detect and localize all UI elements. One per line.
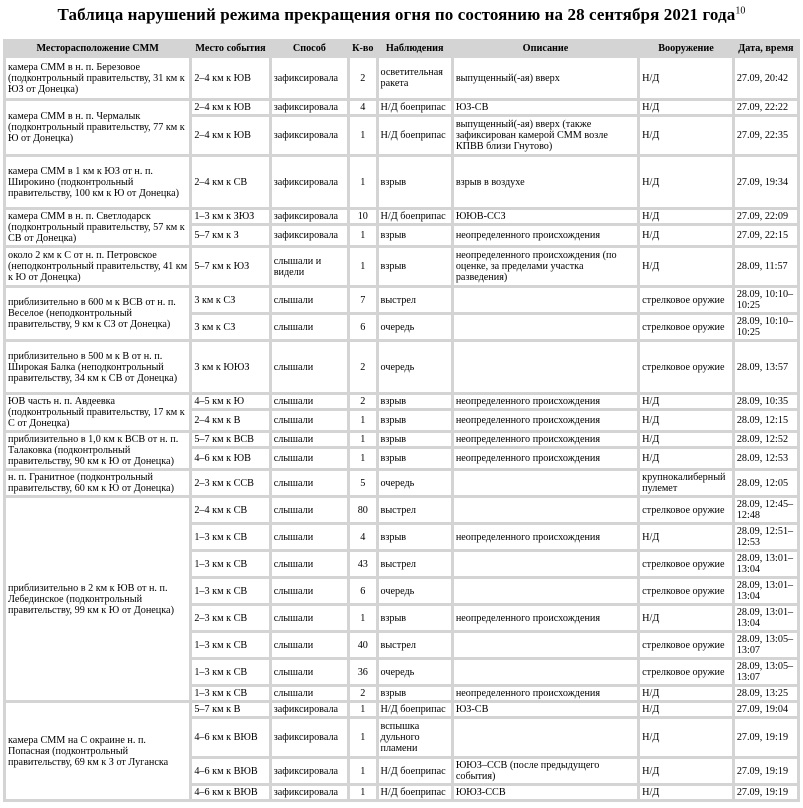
observation-cell: взрыв bbox=[379, 395, 451, 408]
datetime-cell: 28.09, 13:25 bbox=[735, 687, 797, 700]
observation-cell: выстрел bbox=[379, 498, 451, 522]
weapon-cell: стрелковое оружие bbox=[640, 342, 732, 392]
header-count: К-во bbox=[350, 42, 375, 55]
weapon-cell: Н/Д bbox=[640, 719, 732, 756]
table-row bbox=[6, 157, 797, 207]
datetime-cell: 27.09, 22:09 bbox=[735, 210, 797, 223]
observation-cell: Н/Д боеприпас bbox=[379, 101, 451, 114]
page-title bbox=[0, 0, 803, 39]
smm-location-cell: приблизительно в 600 м к ВСВ от н. п. Веселое (неподконтрольный правительству, 9 км к СЗ от Донецка) bbox=[6, 288, 189, 339]
count-cell: 2 bbox=[350, 58, 375, 98]
weapon-cell: Н/Д bbox=[640, 786, 732, 799]
method-cell: слышали bbox=[272, 552, 347, 576]
weapon-cell: Н/Д bbox=[640, 703, 732, 716]
datetime-cell: 28.09, 12:45–12:48 bbox=[735, 498, 797, 522]
description-cell: взрыв в воздухе bbox=[454, 157, 637, 207]
datetime-cell: 27.09, 19:19 bbox=[735, 786, 797, 799]
weapon-cell: стрелковое оружие bbox=[640, 579, 732, 603]
event-place-cell: 3 км к СЗ bbox=[192, 288, 268, 312]
observation-cell: выстрел bbox=[379, 552, 451, 576]
weapon-cell: Н/Д bbox=[640, 226, 732, 245]
count-cell: 1 bbox=[350, 449, 375, 468]
weapon-cell: стрелковое оружие bbox=[640, 552, 732, 576]
smm-location-cell: н. п. Гранитное (подконтрольный правительству, 60 км к Ю от Донецка) bbox=[6, 471, 189, 495]
datetime-cell: 27.09, 22:15 bbox=[735, 226, 797, 245]
event-place-cell: 5–7 км к В bbox=[192, 703, 268, 716]
title-text: Таблица нарушений режима прекращения огня по состоянию на 28 сентября 2021 года bbox=[57, 5, 736, 24]
event-place-cell: 4–6 км к ВЮВ bbox=[192, 719, 268, 756]
observation-cell: осветительная ракета bbox=[379, 58, 451, 98]
description-cell bbox=[454, 633, 637, 657]
method-cell: слышали bbox=[272, 606, 347, 630]
datetime-cell: 28.09, 12:53 bbox=[735, 449, 797, 468]
count-cell: 4 bbox=[350, 101, 375, 114]
event-place-cell: 2–4 км к ЮВ bbox=[192, 101, 268, 114]
method-cell: зафиксировала bbox=[272, 58, 347, 98]
smm-location-cell: камера СММ в н. п. Березовое (подконтрольный правительству, 31 км к ЮЗ от Донецка) bbox=[6, 58, 189, 98]
event-place-cell: 2–4 км к ЮВ bbox=[192, 58, 268, 98]
observation-cell: взрыв bbox=[379, 606, 451, 630]
observation-cell: взрыв bbox=[379, 226, 451, 245]
event-place-cell: 1–3 км к СВ bbox=[192, 579, 268, 603]
weapon-cell: Н/Д bbox=[640, 210, 732, 223]
method-cell: слышали bbox=[272, 342, 347, 392]
description-cell bbox=[454, 315, 637, 339]
event-place-cell: 5–7 км к З bbox=[192, 226, 268, 245]
event-place-cell: 3 км к СЗ bbox=[192, 315, 268, 339]
event-place-cell: 3 км к ЮЮЗ bbox=[192, 342, 268, 392]
description-cell: ЮЗ-СВ bbox=[454, 101, 637, 114]
observation-cell: взрыв bbox=[379, 525, 451, 549]
event-place-cell: 4–6 км к ЮВ bbox=[192, 449, 268, 468]
event-place-cell: 4–6 км к ВЮВ bbox=[192, 759, 268, 783]
datetime-cell: 28.09, 10:10–10:25 bbox=[735, 315, 797, 339]
datetime-cell: 28.09, 13:01–13:04 bbox=[735, 579, 797, 603]
observation-cell: взрыв bbox=[379, 157, 451, 207]
count-cell: 2 bbox=[350, 342, 375, 392]
method-cell: зафиксировала bbox=[272, 226, 347, 245]
count-cell: 1 bbox=[350, 606, 375, 630]
smm-location-cell: камера СММ на С окраине н. п. Попасная (подконтрольный правительству, 69 км к З от Луганска bbox=[6, 703, 189, 799]
datetime-cell: 28.09, 13:05–13:07 bbox=[735, 660, 797, 684]
datetime-cell: 28.09, 12:52 bbox=[735, 433, 797, 446]
table-row bbox=[6, 471, 797, 495]
count-cell: 1 bbox=[350, 719, 375, 756]
weapon-cell: стрелковое оружие bbox=[640, 315, 732, 339]
count-cell: 1 bbox=[350, 117, 375, 154]
count-cell: 1 bbox=[350, 759, 375, 783]
event-place-cell: 2–4 км к СВ bbox=[192, 498, 268, 522]
description-cell bbox=[454, 719, 637, 756]
datetime-cell: 28.09, 10:10–10:25 bbox=[735, 288, 797, 312]
description-cell: ЮЗ-СВ bbox=[454, 703, 637, 716]
method-cell: зафиксировала bbox=[272, 117, 347, 154]
description-cell bbox=[454, 498, 637, 522]
method-cell: слышали bbox=[272, 498, 347, 522]
datetime-cell: 28.09, 10:35 bbox=[735, 395, 797, 408]
datetime-cell: 28.09, 12:05 bbox=[735, 471, 797, 495]
header-weapon: Вооружение bbox=[640, 42, 732, 55]
event-place-cell: 1–3 км к СВ bbox=[192, 687, 268, 700]
description-cell: выпущенный(-ая) вверх (также зафиксирован камерой СММ возле КПВВ близи Гнутово) bbox=[454, 117, 637, 154]
description-cell bbox=[454, 342, 637, 392]
description-cell bbox=[454, 660, 637, 684]
description-cell: неопределенного происхождения bbox=[454, 395, 637, 408]
weapon-cell: Н/Д bbox=[640, 411, 732, 430]
description-cell: неопределенного происхождения bbox=[454, 687, 637, 700]
method-cell: зафиксировала bbox=[272, 786, 347, 799]
table-row bbox=[6, 288, 797, 312]
weapon-cell: Н/Д bbox=[640, 525, 732, 549]
weapon-cell: крупнокалиберный пулемет bbox=[640, 471, 732, 495]
observation-cell: очередь bbox=[379, 315, 451, 339]
description-cell bbox=[454, 579, 637, 603]
method-cell: слышали bbox=[272, 395, 347, 408]
event-place-cell: 1–3 км к СВ bbox=[192, 525, 268, 549]
datetime-cell: 27.09, 19:34 bbox=[735, 157, 797, 207]
event-place-cell: 1–3 км к СВ bbox=[192, 633, 268, 657]
event-place-cell: 4–5 км к Ю bbox=[192, 395, 268, 408]
weapon-cell: Н/Д bbox=[640, 433, 732, 446]
method-cell: слышали bbox=[272, 660, 347, 684]
count-cell: 4 bbox=[350, 525, 375, 549]
count-cell: 1 bbox=[350, 703, 375, 716]
count-cell: 6 bbox=[350, 315, 375, 339]
event-place-cell: 2–3 км к СВ bbox=[192, 606, 268, 630]
weapon-cell: Н/Д bbox=[640, 117, 732, 154]
method-cell: слышали bbox=[272, 288, 347, 312]
description-cell bbox=[454, 288, 637, 312]
description-cell: неопределенного происхождения bbox=[454, 411, 637, 430]
observation-cell: взрыв bbox=[379, 411, 451, 430]
smm-location-cell: приблизительно в 1,0 км к ВСВ от н. п. Талаковка (подконтрольный правительству, 90 км к Ю от Донецка) bbox=[6, 433, 189, 468]
datetime-cell: 28.09, 13:57 bbox=[735, 342, 797, 392]
method-cell: слышали bbox=[272, 579, 347, 603]
datetime-cell: 28.09, 12:51–12:53 bbox=[735, 525, 797, 549]
observation-cell: очередь bbox=[379, 660, 451, 684]
footnote-reference: 10 bbox=[735, 5, 746, 17]
weapon-cell: Н/Д bbox=[640, 606, 732, 630]
weapon-cell: стрелковое оружие bbox=[640, 660, 732, 684]
observation-cell: очередь bbox=[379, 471, 451, 495]
description-cell: неопределенного происхождения bbox=[454, 606, 637, 630]
smm-location-cell: камера СММ в н. п. Светлодарск (подконтрольный правительству, 57 км к СВ от Донецка) bbox=[6, 210, 189, 245]
count-cell: 36 bbox=[350, 660, 375, 684]
table-row bbox=[6, 210, 797, 223]
weapon-cell: Н/Д bbox=[640, 687, 732, 700]
table-row bbox=[6, 498, 797, 522]
datetime-cell: 27.09, 20:42 bbox=[735, 58, 797, 98]
observation-cell: Н/Д боеприпас bbox=[379, 210, 451, 223]
count-cell: 10 bbox=[350, 210, 375, 223]
observation-cell: выстрел bbox=[379, 633, 451, 657]
smm-location-cell: камера СММ в н. п. Чермалык (подконтрольный правительству, 77 км к Ю от Донецка) bbox=[6, 101, 189, 154]
count-cell: 43 bbox=[350, 552, 375, 576]
count-cell: 40 bbox=[350, 633, 375, 657]
count-cell: 5 bbox=[350, 471, 375, 495]
count-cell: 1 bbox=[350, 157, 375, 207]
count-cell: 1 bbox=[350, 786, 375, 799]
observation-cell: выстрел bbox=[379, 288, 451, 312]
description-cell: выпущенный(-ая) вверх bbox=[454, 58, 637, 98]
smm-location-cell: приблизительно в 2 км к ЮВ от н. п. Лебединское (подконтрольный правительству, 99 км к Ю от Донецка) bbox=[6, 498, 189, 700]
weapon-cell: Н/Д bbox=[640, 101, 732, 114]
description-cell: неопределенного происхождения bbox=[454, 433, 637, 446]
method-cell: слышали bbox=[272, 433, 347, 446]
event-place-cell: 5–7 км к ВСВ bbox=[192, 433, 268, 446]
event-place-cell: 1–3 км к СВ bbox=[192, 552, 268, 576]
count-cell: 80 bbox=[350, 498, 375, 522]
datetime-cell: 28.09, 13:01–13:04 bbox=[735, 552, 797, 576]
table-header-row bbox=[6, 42, 797, 55]
description-cell bbox=[454, 471, 637, 495]
event-place-cell: 1–3 км к ЗЮЗ bbox=[192, 210, 268, 223]
method-cell: зафиксировала bbox=[272, 101, 347, 114]
header-observation: Наблюдения bbox=[379, 42, 451, 55]
weapon-cell: Н/Д bbox=[640, 58, 732, 98]
method-cell: слышали bbox=[272, 471, 347, 495]
smm-location-cell: камера СММ в 1 км к ЮЗ от н. п. Широкино (подконтрольный правительству, 100 км к Ю от Донецка) bbox=[6, 157, 189, 207]
count-cell: 2 bbox=[350, 687, 375, 700]
method-cell: зафиксировала bbox=[272, 210, 347, 223]
event-place-cell: 1–3 км к СВ bbox=[192, 660, 268, 684]
table-row bbox=[6, 395, 797, 408]
ceasefire-violations-table bbox=[3, 39, 800, 802]
table-body bbox=[6, 58, 797, 799]
weapon-cell: стрелковое оружие bbox=[640, 288, 732, 312]
header-smm-location: Месторасположение СММ bbox=[6, 42, 189, 55]
observation-cell: Н/Д боеприпас bbox=[379, 759, 451, 783]
header-datetime: Дата, время bbox=[735, 42, 797, 55]
table-row bbox=[6, 342, 797, 392]
method-cell: зафиксировала bbox=[272, 719, 347, 756]
method-cell: зафиксировала bbox=[272, 703, 347, 716]
weapon-cell: Н/Д bbox=[640, 449, 732, 468]
datetime-cell: 27.09, 22:22 bbox=[735, 101, 797, 114]
description-cell: неопределенного происхождения bbox=[454, 449, 637, 468]
count-cell: 1 bbox=[350, 226, 375, 245]
method-cell: слышали bbox=[272, 411, 347, 430]
datetime-cell: 28.09, 11:57 bbox=[735, 248, 797, 285]
observation-cell: Н/Д боеприпас bbox=[379, 117, 451, 154]
event-place-cell: 5–7 км к ЮЗ bbox=[192, 248, 268, 285]
count-cell: 2 bbox=[350, 395, 375, 408]
observation-cell: вспышка дульного пламени bbox=[379, 719, 451, 756]
count-cell: 1 bbox=[350, 411, 375, 430]
count-cell: 7 bbox=[350, 288, 375, 312]
header-event-place: Место события bbox=[192, 42, 268, 55]
observation-cell: очередь bbox=[379, 342, 451, 392]
header-method: Способ bbox=[272, 42, 347, 55]
observation-cell: взрыв bbox=[379, 449, 451, 468]
event-place-cell: 2–3 км к ССВ bbox=[192, 471, 268, 495]
description-cell: ЮЮЗ–ССВ (после предыдущего события) bbox=[454, 759, 637, 783]
count-cell: 6 bbox=[350, 579, 375, 603]
observation-cell: очередь bbox=[379, 579, 451, 603]
event-place-cell: 2–4 км к СВ bbox=[192, 157, 268, 207]
observation-cell: взрыв bbox=[379, 433, 451, 446]
weapon-cell: Н/Д bbox=[640, 759, 732, 783]
weapon-cell: стрелковое оружие bbox=[640, 498, 732, 522]
method-cell: слышали bbox=[272, 315, 347, 339]
datetime-cell: 27.09, 19:04 bbox=[735, 703, 797, 716]
method-cell: слышали bbox=[272, 633, 347, 657]
smm-location-cell: около 2 км к С от н. п. Петровское (неподконтрольный правительству, 41 км к Ю от Донецка) bbox=[6, 248, 189, 285]
description-cell: неопределенного происхождения bbox=[454, 525, 637, 549]
description-cell: ЮЮВ-ССЗ bbox=[454, 210, 637, 223]
method-cell: зафиксировала bbox=[272, 759, 347, 783]
table-row bbox=[6, 58, 797, 98]
weapon-cell: Н/Д bbox=[640, 248, 732, 285]
description-cell bbox=[454, 552, 637, 576]
datetime-cell: 27.09, 19:19 bbox=[735, 719, 797, 756]
method-cell: слышали и видели bbox=[272, 248, 347, 285]
description-cell: неопределенного происхождения bbox=[454, 226, 637, 245]
event-place-cell: 2–4 км к ЮВ bbox=[192, 117, 268, 154]
method-cell: зафиксировала bbox=[272, 157, 347, 207]
method-cell: слышали bbox=[272, 449, 347, 468]
datetime-cell: 28.09, 13:05–13:07 bbox=[735, 633, 797, 657]
observation-cell: Н/Д боеприпас bbox=[379, 703, 451, 716]
event-place-cell: 4–6 км к ВЮВ bbox=[192, 786, 268, 799]
method-cell: слышали bbox=[272, 687, 347, 700]
smm-location-cell: приблизительно в 500 м к В от н. п. Широкая Балка (неподконтрольный правительству, 34 км к СВ от Донецка) bbox=[6, 342, 189, 392]
datetime-cell: 28.09, 12:15 bbox=[735, 411, 797, 430]
smm-location-cell: ЮВ часть н. п. Авдеевка (подконтрольный правительству, 17 км к С от Донецка) bbox=[6, 395, 189, 430]
table-row bbox=[6, 703, 797, 716]
description-cell: ЮЮЗ-ССВ bbox=[454, 786, 637, 799]
datetime-cell: 27.09, 19:19 bbox=[735, 759, 797, 783]
table-row bbox=[6, 101, 797, 114]
description-cell: неопределенного происхождения (по оценке, за пределами участка разведения) bbox=[454, 248, 637, 285]
datetime-cell: 28.09, 13:01–13:04 bbox=[735, 606, 797, 630]
event-place-cell: 2–4 км к В bbox=[192, 411, 268, 430]
count-cell: 1 bbox=[350, 433, 375, 446]
weapon-cell: Н/Д bbox=[640, 395, 732, 408]
observation-cell: взрыв bbox=[379, 687, 451, 700]
header-description: Описание bbox=[454, 42, 637, 55]
count-cell: 1 bbox=[350, 248, 375, 285]
datetime-cell: 27.09, 22:35 bbox=[735, 117, 797, 154]
observation-cell: Н/Д боеприпас bbox=[379, 786, 451, 799]
table-row bbox=[6, 433, 797, 446]
method-cell: слышали bbox=[272, 525, 347, 549]
observation-cell: взрыв bbox=[379, 248, 451, 285]
weapon-cell: стрелковое оружие bbox=[640, 633, 732, 657]
weapon-cell: Н/Д bbox=[640, 157, 732, 207]
table-row bbox=[6, 248, 797, 285]
